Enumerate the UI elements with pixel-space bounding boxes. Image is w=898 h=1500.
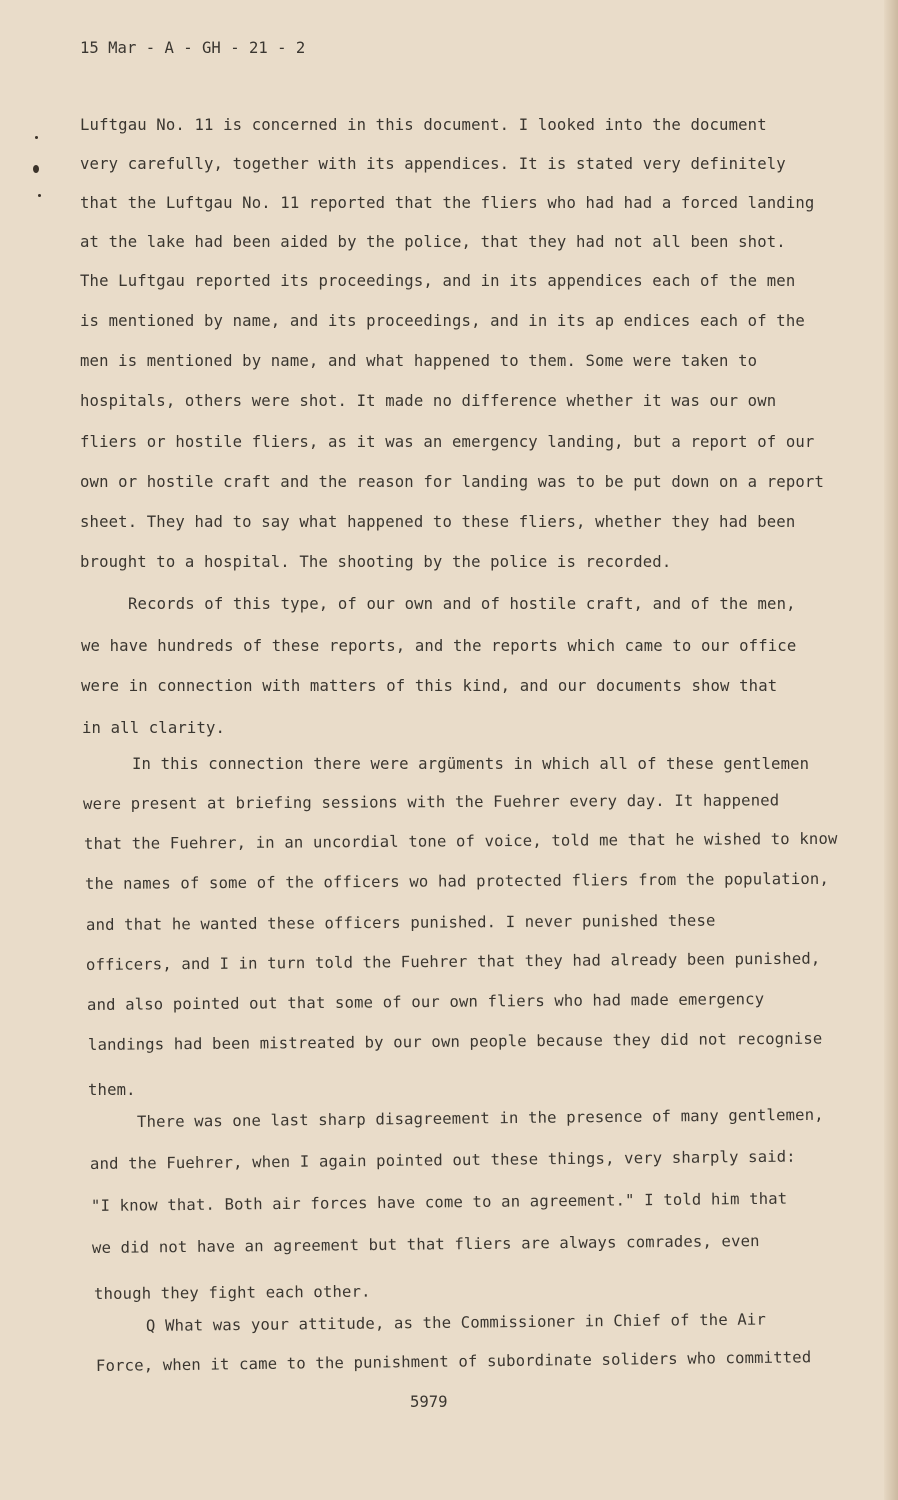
text-line: though they fight each other. [93, 1282, 371, 1303]
text-line: were in connection with matters of this kind, and our documents show that [81, 677, 778, 695]
text-line: "I know that. Both air forces have come to an agreement." I told him that [90, 1189, 788, 1215]
page-number: 5979 [410, 1393, 448, 1411]
text-line: fliers or hostile fliers, as it was an emergency landing, but a report of our [80, 433, 815, 451]
text-line: Records of this type, of our own and of hostile craft, and of the men, [128, 595, 796, 613]
text-line: landings had been mistreated by our own people because they did not recognise [87, 1029, 823, 1054]
text-line: In this connection there were argüments in which all of these gentlemen [132, 755, 810, 773]
text-line: officers, and I in turn told the Fuehrer that they had already been punished, [85, 949, 821, 974]
text-line: hospitals, others were shot. It made no difference whether it was our own [80, 392, 777, 410]
text-line: There was one last sharp disagreement in the presence of many gentlemen, [136, 1105, 824, 1131]
text-line: The Luftgau reported its proceedings, and in its appendices each of the men [80, 272, 796, 290]
text-line: Luftgau No. 11 is concerned in this document. I looked into the document [80, 116, 767, 134]
document-reference: 15 Mar - A - GH - 21 - 2 [80, 39, 306, 57]
punch-hole-mark [33, 165, 39, 173]
text-line: Force, when it came to the punishment of subordinate soliders who committed [95, 1348, 812, 1375]
text-line: men is mentioned by name, and what happened to them. Some were taken to [80, 352, 758, 370]
text-line: them. [88, 1081, 136, 1099]
punch-hole-mark [38, 194, 41, 197]
text-line: the names of some of the officers wo had protected fliers from the population, [84, 869, 830, 893]
punch-hole-mark [35, 136, 38, 139]
text-line: and also pointed out that some of our own fliers who had made emergency [86, 990, 765, 1014]
text-line: sheet. They had to say what happened to these fliers, whether they had been [80, 513, 796, 531]
text-line: in all clarity. [82, 719, 226, 737]
text-line: is mentioned by name, and its proceedings, and in its ap endices each of the [80, 312, 805, 330]
text-line: were present at briefing sessions with the Fuehrer every day. It happened [82, 791, 780, 813]
text-line: own or hostile craft and the reason for landing was to be put down on a report [80, 473, 824, 491]
text-line: and the Fuehrer, when I again pointed out these things, very sharply said: [89, 1147, 796, 1173]
page-edge [884, 0, 898, 1500]
text-line: at the lake had been aided by the police, that they had not all been shot. [80, 233, 786, 251]
text-line: that the Luftgau No. 11 reported that the fliers who had had a forced landing [80, 194, 815, 212]
text-line: that the Fuehrer, in an uncordial tone of voice, told me that he wished to know [83, 829, 838, 853]
text-line: we did not have an agreement but that fliers are always comrades, even [91, 1232, 760, 1257]
text-line: Q What was your attitude, as the Commissioner in Chief of the Air [145, 1310, 767, 1335]
text-line: and that he wanted these officers punished. I never punished these [85, 911, 716, 934]
text-line: very carefully, together with its appendices. It is stated very definitely [80, 155, 786, 173]
text-line: we have hundreds of these reports, and the reports which came to our office [81, 637, 797, 655]
text-line: brought to a hospital. The shooting by the police is recorded. [80, 553, 672, 571]
